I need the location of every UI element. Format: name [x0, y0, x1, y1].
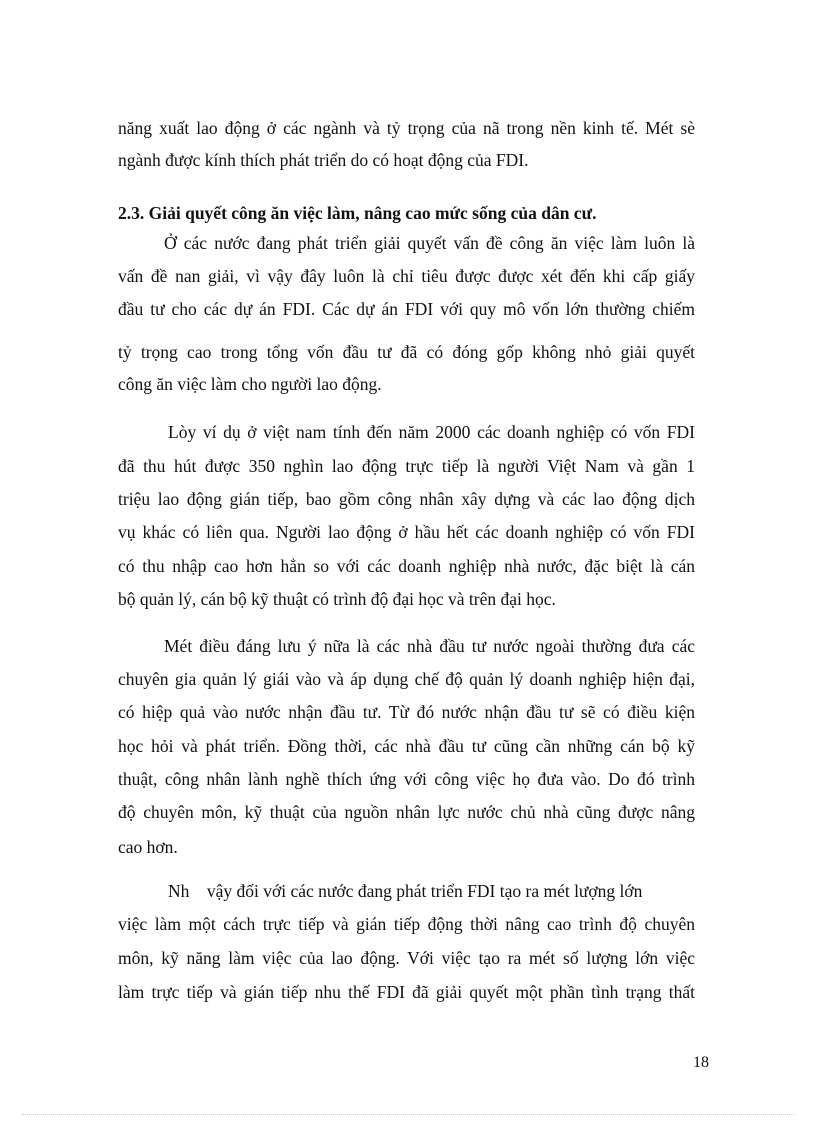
text-line: triệu lao động gián tiếp, bao gồm công nhân xây dựng và các lao động dịch: [118, 489, 695, 509]
text-line: bộ quản lý, cán bộ kỹ thuật có trình độ đại học và trên đại học.: [118, 589, 556, 609]
text-line: Mét điều đáng lưu ý nữa là các nhà đầu tư nước ngoài thường đưa các: [164, 636, 695, 656]
text-line: học hỏi và phát triển. Đồng thời, các nhà đầu tư cũng cần những cán bộ kỹ: [118, 736, 695, 756]
text-line: Ở các nước đang phát triển giải quyết vấn đề công ăn việc làm luôn là: [164, 233, 695, 253]
text-line: đã thu hút được 350 nghìn lao động trực tiếp là người Việt Nam và gần 1: [118, 456, 695, 476]
text-line: công ăn việc làm cho người lao động.: [118, 374, 382, 394]
page-number: 18: [693, 1054, 709, 1071]
text-line: ngành được kính thích phát triển do có hoạt động của FDI.: [118, 150, 529, 170]
text-line: có thu nhập cao hơn hẳn so với các doanh nghiệp nhà nước, đặc biệt là cán: [118, 556, 695, 576]
text-line: chuyên gia quản lý giái vào và áp dụng chế độ quản lý doanh nghiệp hiện đại,: [118, 669, 695, 689]
text-line: Lòy ví dụ ở việt nam tính đến năm 2000 các doanh nghiệp có vốn FDI: [168, 422, 695, 442]
page-bottom-divider: [22, 1114, 794, 1115]
text-line: Nh vậy đối với các nước đang phát triển FDI tạo ra mét lượng lớn: [168, 881, 643, 901]
section-heading: 2.3. Giải quyết công ăn việc làm, nâng cao mức sống của dân cư.: [118, 203, 597, 223]
text-line: thuật, công nhân lành nghề thích ứng với công việc họ đưa vào. Do đó trình: [118, 769, 695, 789]
text-line: đầu tư cho các dự án FDI. Các dự án FDI với quy mô vốn lớn thường chiếm: [118, 299, 695, 319]
text-line: vụ khác có liên qua. Người lao động ở hầu hết các doanh nghiệp có vốn FDI: [118, 522, 695, 542]
text-line: cao hơn.: [118, 837, 178, 857]
text-line: làm trực tiếp và gián tiếp nhu thế FDI đã giải quyết một phần tình trạng thất: [118, 982, 695, 1002]
text-line: vấn đề nan giải, vì vậy đây luôn là chỉ tiêu được được xét đến khi cấp giấy: [118, 266, 695, 286]
text-line: việc làm một cách trực tiếp và gián tiếp động thời nâng cao trình độ chuyên: [118, 914, 695, 934]
text-line: độ chuyên môn, kỹ thuật của nguồn nhân lực nước chủ nhà cũng được nâng: [118, 802, 695, 822]
text-line: tỷ trọng cao trong tổng vốn đầu tư đã có đóng gốp không nhỏ giải quyết: [118, 342, 695, 362]
text-line: năng xuất lao động ở các ngành và tỷ trọng của nã trong nền kinh tế. Mét sè: [118, 118, 695, 138]
text-line: môn, kỹ năng làm việc của lao động. Với việc tạo ra mét số lượng lớn việc: [118, 948, 695, 968]
text-line: có hiệp quả vào nước nhận đầu tư. Từ đó nước nhận đầu tư sẽ có điều kiện: [118, 702, 695, 722]
